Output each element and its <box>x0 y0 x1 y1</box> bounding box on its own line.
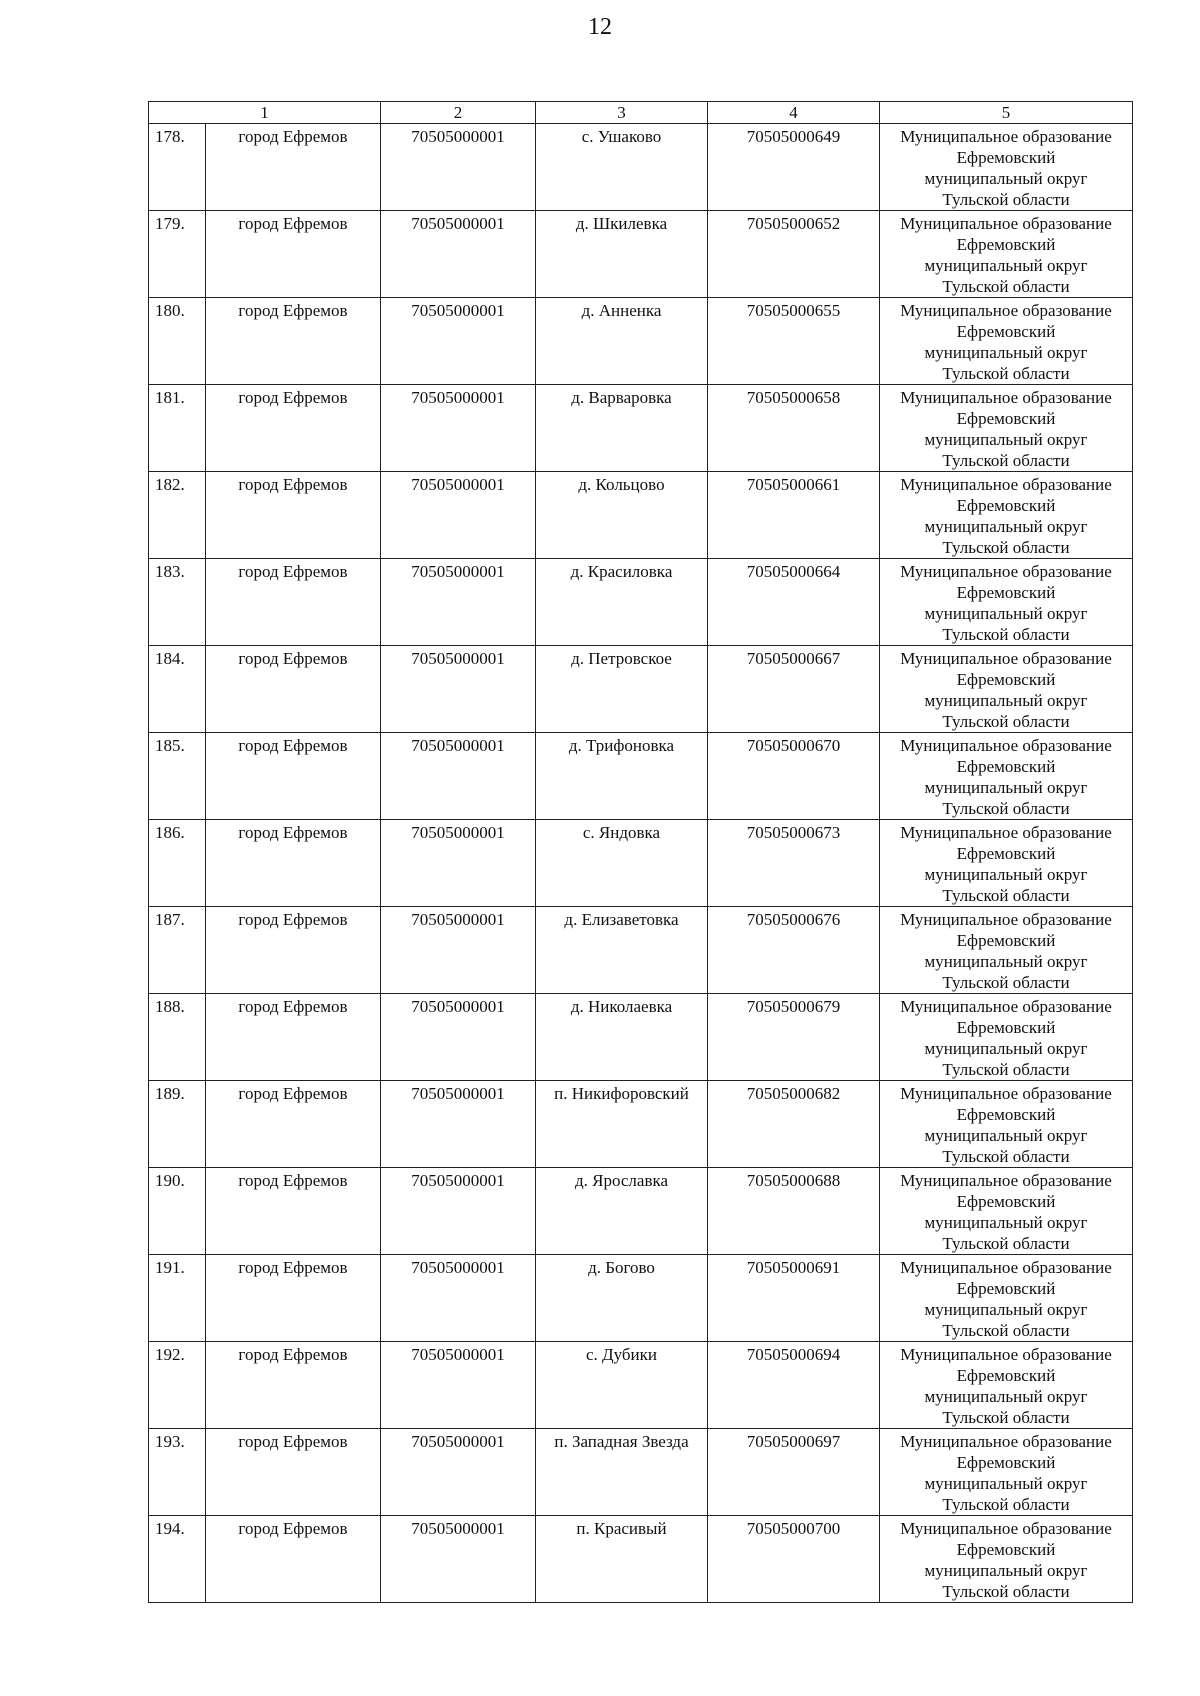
municipality-line: муниципальный округ <box>924 952 1088 971</box>
settlement-cell: с. Яндовка <box>536 820 708 907</box>
municipality-line: Муниципальное образование <box>900 301 1112 320</box>
table-row <box>149 298 1133 385</box>
city-oktmo-cell: 70505000001 <box>381 211 536 298</box>
table-row <box>149 1516 1133 1603</box>
page-number: 12 <box>588 14 612 40</box>
municipality-cell <box>880 559 1133 646</box>
municipality-line: Муниципальное образование <box>900 823 1112 842</box>
city-oktmo-cell: 70505000001 <box>381 1168 536 1255</box>
municipality-line: Муниципальное образование <box>900 127 1112 146</box>
city-oktmo-cell: 70505000001 <box>381 1516 536 1603</box>
city-oktmo-cell: 70505000001 <box>381 1081 536 1168</box>
municipality-line: муниципальный округ <box>924 1126 1088 1145</box>
municipality-line: Тульской области <box>942 364 1070 383</box>
row-number-cell: 189. <box>149 1081 206 1168</box>
municipality-line: Ефремовский <box>956 1540 1056 1559</box>
header-row <box>149 102 1133 124</box>
municipality-line: муниципальный округ <box>924 604 1088 623</box>
municipality-line: муниципальный округ <box>924 1039 1088 1058</box>
settlement-cell: д. Шкилевка <box>536 211 708 298</box>
municipality-line: Ефремовский <box>956 583 1056 602</box>
row-number-cell: 179. <box>149 211 206 298</box>
row-number-cell: 193. <box>149 1429 206 1516</box>
municipality-line: муниципальный округ <box>924 1561 1088 1580</box>
municipality-line: Ефремовский <box>956 1105 1056 1124</box>
settlement-cell: с. Ушаково <box>536 124 708 211</box>
municipality-line: муниципальный округ <box>924 691 1088 710</box>
municipality-line: Ефремовский <box>956 1192 1056 1211</box>
municipality-cell <box>880 385 1133 472</box>
municipality-cell <box>880 646 1133 733</box>
city-cell: город Ефремов <box>206 559 381 646</box>
municipality-line: Муниципальное образование <box>900 910 1112 929</box>
municipality-line: муниципальный округ <box>924 865 1088 884</box>
city-oktmo-cell: 70505000001 <box>381 472 536 559</box>
municipality-line: муниципальный округ <box>924 256 1088 275</box>
city-cell: город Ефремов <box>206 733 381 820</box>
row-number-cell: 194. <box>149 1516 206 1603</box>
settlement-cell: д. Богово <box>536 1255 708 1342</box>
city-cell: город Ефремов <box>206 646 381 733</box>
municipality-line: Ефремовский <box>956 148 1056 167</box>
city-cell: город Ефремов <box>206 1516 381 1603</box>
table-row <box>149 211 1133 298</box>
settlement-oktmo-cell: 70505000688 <box>708 1168 880 1255</box>
municipality-cell <box>880 1081 1133 1168</box>
settlement-cell: с. Дубики <box>536 1342 708 1429</box>
row-number-cell: 181. <box>149 385 206 472</box>
row-number-cell: 180. <box>149 298 206 385</box>
settlement-oktmo-cell: 70505000652 <box>708 211 880 298</box>
city-cell: город Ефремов <box>206 1081 381 1168</box>
row-number-cell: 187. <box>149 907 206 994</box>
municipality-line: Муниципальное образование <box>900 1084 1112 1103</box>
city-oktmo-cell: 70505000001 <box>381 646 536 733</box>
table-row <box>149 1168 1133 1255</box>
settlement-cell: д. Николаевка <box>536 994 708 1081</box>
municipality-line: Муниципальное образование <box>900 1258 1112 1277</box>
municipality-line: муниципальный округ <box>924 1387 1088 1406</box>
municipality-line: Ефремовский <box>956 1279 1056 1298</box>
row-number-cell: 186. <box>149 820 206 907</box>
settlement-oktmo-cell: 70505000676 <box>708 907 880 994</box>
municipality-line: Муниципальное образование <box>900 475 1112 494</box>
municipality-line: Ефремовский <box>956 322 1056 341</box>
settlement-oktmo-cell: 70505000661 <box>708 472 880 559</box>
settlement-oktmo-cell: 70505000658 <box>708 385 880 472</box>
municipality-line: Муниципальное образование <box>900 997 1112 1016</box>
settlement-oktmo-cell: 70505000679 <box>708 994 880 1081</box>
municipality-line: Тульской области <box>942 712 1070 731</box>
municipality-line: Муниципальное образование <box>900 649 1112 668</box>
settlement-cell: п. Красивый <box>536 1516 708 1603</box>
settlement-oktmo-cell: 70505000649 <box>708 124 880 211</box>
municipality-line: Ефремовский <box>956 844 1056 863</box>
municipality-line: Муниципальное образование <box>900 1519 1112 1538</box>
settlement-oktmo-cell: 70505000664 <box>708 559 880 646</box>
settlement-oktmo-cell: 70505000694 <box>708 1342 880 1429</box>
city-oktmo-cell: 70505000001 <box>381 298 536 385</box>
municipality-cell <box>880 994 1133 1081</box>
table-row <box>149 1081 1133 1168</box>
city-cell: город Ефремов <box>206 994 381 1081</box>
table-header <box>149 102 1133 124</box>
municipality-line: Муниципальное образование <box>900 1171 1112 1190</box>
municipality-line: муниципальный округ <box>924 778 1088 797</box>
municipality-line: Тульской области <box>942 451 1070 470</box>
municipality-line: Тульской области <box>942 1582 1070 1601</box>
municipality-line: Муниципальное образование <box>900 388 1112 407</box>
row-number-cell: 191. <box>149 1255 206 1342</box>
row-number-cell: 188. <box>149 994 206 1081</box>
municipality-cell <box>880 1168 1133 1255</box>
municipality-cell <box>880 733 1133 820</box>
settlement-oktmo-cell: 70505000691 <box>708 1255 880 1342</box>
municipality-cell <box>880 1255 1133 1342</box>
municipality-cell <box>880 1342 1133 1429</box>
row-number-cell: 182. <box>149 472 206 559</box>
municipality-cell <box>880 1429 1133 1516</box>
municipality-line: Ефремовский <box>956 1453 1056 1472</box>
municipality-line: Тульской области <box>942 625 1070 644</box>
row-number-cell: 185. <box>149 733 206 820</box>
row-number-cell: 184. <box>149 646 206 733</box>
row-number-cell: 192. <box>149 1342 206 1429</box>
municipality-line: Тульской области <box>942 1495 1070 1514</box>
settlement-cell: п. Западная Звезда <box>536 1429 708 1516</box>
table-row <box>149 385 1133 472</box>
city-oktmo-cell: 70505000001 <box>381 124 536 211</box>
city-cell: город Ефремов <box>206 1168 381 1255</box>
table-row <box>149 994 1133 1081</box>
city-cell: город Ефремов <box>206 472 381 559</box>
city-cell: город Ефремов <box>206 1255 381 1342</box>
column-header-3: 3 <box>536 102 708 124</box>
municipality-line: Тульской области <box>942 1408 1070 1427</box>
municipality-line: Ефремовский <box>956 1018 1056 1037</box>
column-header-2: 2 <box>381 102 536 124</box>
municipality-line: Муниципальное образование <box>900 214 1112 233</box>
table-row <box>149 124 1133 211</box>
municipality-line: Тульской области <box>942 538 1070 557</box>
municipality-line: Ефремовский <box>956 496 1056 515</box>
municipality-cell <box>880 211 1133 298</box>
city-oktmo-cell: 70505000001 <box>381 385 536 472</box>
municipality-line: Ефремовский <box>956 757 1056 776</box>
settlement-cell: д. Красиловка <box>536 559 708 646</box>
municipality-line: Тульской области <box>942 1060 1070 1079</box>
settlement-cell: п. Никифоровский <box>536 1081 708 1168</box>
settlement-oktmo-cell: 70505000700 <box>708 1516 880 1603</box>
municipality-line: муниципальный округ <box>924 343 1088 362</box>
table-row <box>149 820 1133 907</box>
table-row <box>149 733 1133 820</box>
settlement-oktmo-cell: 70505000682 <box>708 1081 880 1168</box>
settlement-cell: д. Варваровка <box>536 385 708 472</box>
settlement-cell: д. Трифоновка <box>536 733 708 820</box>
settlement-oktmo-cell: 70505000667 <box>708 646 880 733</box>
settlement-cell: д. Петровское <box>536 646 708 733</box>
city-oktmo-cell: 70505000001 <box>381 907 536 994</box>
table-row <box>149 1255 1133 1342</box>
municipality-line: муниципальный округ <box>924 1213 1088 1232</box>
settlement-oktmo-cell: 70505000673 <box>708 820 880 907</box>
municipality-cell <box>880 1516 1133 1603</box>
column-header-5: 5 <box>880 102 1133 124</box>
table-row <box>149 1342 1133 1429</box>
municipality-line: Ефремовский <box>956 931 1056 950</box>
municipality-line: Муниципальное образование <box>900 1345 1112 1364</box>
municipality-line: Муниципальное образование <box>900 1432 1112 1451</box>
settlement-cell: д. Кольцово <box>536 472 708 559</box>
table-body <box>149 124 1133 1603</box>
municipality-line: муниципальный округ <box>924 1300 1088 1319</box>
settlement-oktmo-cell: 70505000655 <box>708 298 880 385</box>
municipality-line: Тульской области <box>942 1234 1070 1253</box>
row-number-cell: 178. <box>149 124 206 211</box>
city-oktmo-cell: 70505000001 <box>381 820 536 907</box>
municipality-line: Тульской области <box>942 886 1070 905</box>
city-oktmo-cell: 70505000001 <box>381 1255 536 1342</box>
settlement-oktmo-cell: 70505000697 <box>708 1429 880 1516</box>
municipality-line: Тульской области <box>942 1147 1070 1166</box>
column-header-4: 4 <box>708 102 880 124</box>
table-row <box>149 559 1133 646</box>
municipality-line: Тульской области <box>942 1321 1070 1340</box>
city-oktmo-cell: 70505000001 <box>381 1429 536 1516</box>
city-cell: город Ефремов <box>206 124 381 211</box>
municipality-line: Тульской области <box>942 190 1070 209</box>
row-number-cell: 183. <box>149 559 206 646</box>
municipality-cell <box>880 907 1133 994</box>
municipality-line: Тульской области <box>942 277 1070 296</box>
city-cell: город Ефремов <box>206 907 381 994</box>
settlement-oktmo-cell: 70505000670 <box>708 733 880 820</box>
settlement-cell: д. Елизаветовка <box>536 907 708 994</box>
column-header-1: 1 <box>149 102 381 124</box>
settlement-cell: д. Анненка <box>536 298 708 385</box>
city-oktmo-cell: 70505000001 <box>381 994 536 1081</box>
city-oktmo-cell: 70505000001 <box>381 559 536 646</box>
city-cell: город Ефремов <box>206 385 381 472</box>
municipality-cell <box>880 472 1133 559</box>
table-row <box>149 646 1133 733</box>
table-row <box>149 472 1133 559</box>
row-number-cell: 190. <box>149 1168 206 1255</box>
municipality-line: Ефремовский <box>956 1366 1056 1385</box>
municipality-line: Муниципальное образование <box>900 736 1112 755</box>
municipality-line: Тульской области <box>942 799 1070 818</box>
settlement-cell: д. Ярославка <box>536 1168 708 1255</box>
municipality-line: муниципальный округ <box>924 430 1088 449</box>
city-oktmo-cell: 70505000001 <box>381 1342 536 1429</box>
city-cell: город Ефремов <box>206 298 381 385</box>
municipality-line: Ефремовский <box>956 235 1056 254</box>
municipality-cell <box>880 820 1133 907</box>
city-cell: город Ефремов <box>206 211 381 298</box>
city-cell: город Ефремов <box>206 820 381 907</box>
municipality-line: Ефремовский <box>956 670 1056 689</box>
municipality-line: муниципальный округ <box>924 1474 1088 1493</box>
municipality-cell <box>880 124 1133 211</box>
municipality-line: Муниципальное образование <box>900 562 1112 581</box>
municipality-line: Ефремовский <box>956 409 1056 428</box>
table-row <box>149 907 1133 994</box>
table-row <box>149 1429 1133 1516</box>
city-cell: город Ефремов <box>206 1342 381 1429</box>
city-cell: город Ефремов <box>206 1429 381 1516</box>
municipality-cell <box>880 298 1133 385</box>
municipality-line: муниципальный округ <box>924 169 1088 188</box>
city-oktmo-cell: 70505000001 <box>381 733 536 820</box>
municipality-line: Тульской области <box>942 973 1070 992</box>
municipality-line: муниципальный округ <box>924 517 1088 536</box>
settlements-table <box>148 101 1133 1603</box>
